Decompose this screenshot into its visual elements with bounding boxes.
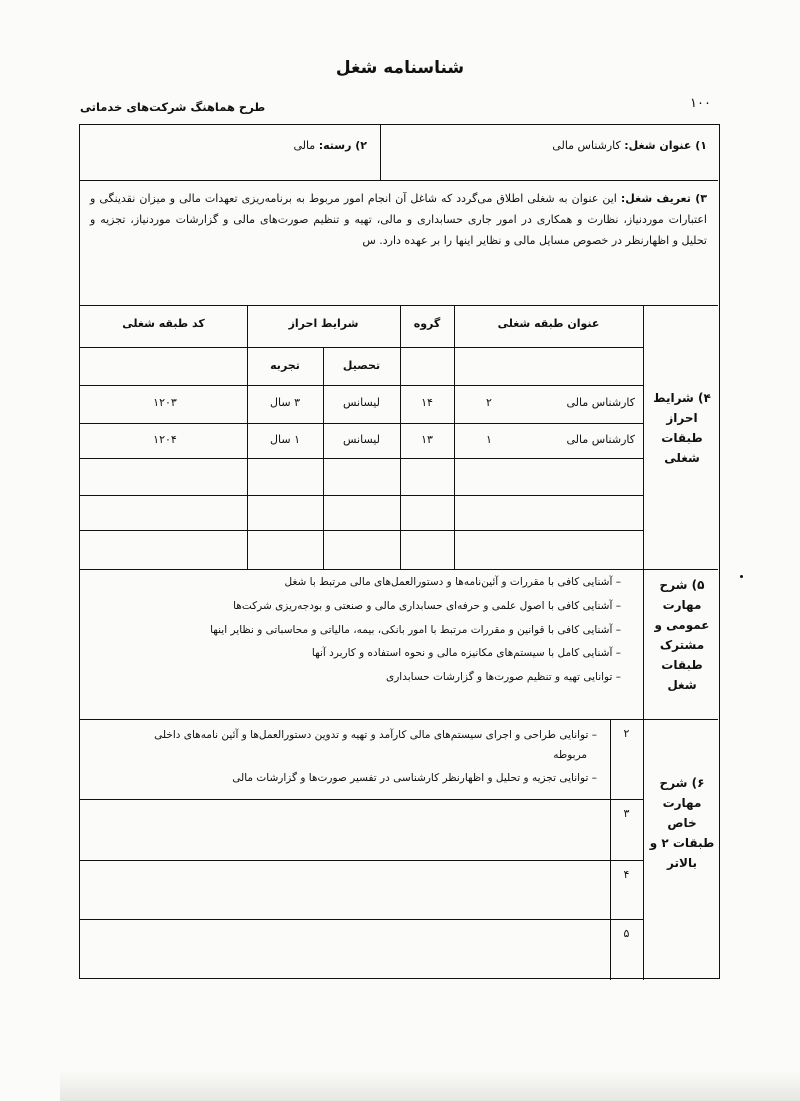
divider (80, 423, 643, 424)
divider (80, 799, 643, 800)
job-title-value: کارشناس مالی (552, 139, 621, 152)
general-skill-item: – آشنایی کافی با مقررات و آئین‌نامه‌ها و دستورالعمل‌های مالی مرتبط با شغل (284, 576, 621, 588)
level-number: ۴ (623, 868, 630, 881)
general-skill-text: آشنایی کافی با اصول علمی و حرفه‌ای حسابداری مالی و صنعتی و بودجه‌ریزی شرکت‌ها (233, 600, 613, 612)
divider (80, 530, 643, 531)
general-skill-item: – آشنایی کافی با اصول علمی و حرفه‌ای حسابداری مالی و صنعتی و بودجه‌ریزی شرکت‌ها (233, 600, 621, 612)
plan-name: طرح هماهنگ شرکت‌های خدماتی (80, 100, 266, 114)
divider (80, 860, 643, 861)
specific-skills-label: ۶) شرح مهارت خاص طبقات ۲ و بالاتر (649, 776, 715, 870)
row2-group: ۱۳ (421, 433, 433, 446)
divider (80, 495, 643, 496)
scan-mark (740, 575, 743, 578)
level-number: ۵ (623, 927, 630, 940)
specific-skill-text: مربوطه (553, 749, 587, 761)
divider (380, 125, 381, 180)
col-header-education: تحصیل (342, 359, 381, 372)
col-header-experience: تجربه (270, 359, 300, 372)
scan-shadow (60, 1070, 800, 1101)
level-number: ۲ (623, 727, 630, 740)
general-skill-text: توانایی تهیه و تنظیم صورت‌ها و گزارشات حسابداری (386, 671, 613, 683)
category-label: ۲) رسته: (318, 139, 367, 152)
category-field (293, 139, 367, 152)
col-header-requirements: شرایط احراز (288, 317, 359, 330)
row1-experience: ۳ سال (270, 396, 300, 409)
specific-skill-item: – توانایی طراحی و اجرای سیستم‌های مالی کارآمد و تهیه و تدوین دستورالعمل‌ها و آئین نامه‌های داخلی (154, 729, 597, 741)
qualifications-label: ۴) شرایط احراز طبقات شغلی (653, 391, 711, 465)
divider (610, 719, 611, 980)
row1-level: ۲ (486, 396, 492, 409)
divider (80, 385, 643, 386)
general-skill-text: آشنایی کامل با سیستم‌های مکانیزه مالی و نحوه استفاده و کاربرد آنها (311, 647, 613, 659)
divider (80, 919, 643, 920)
row2-title: کارشناس مالی (566, 433, 635, 446)
row1-group: ۱۴ (421, 396, 433, 409)
general-skill-item: – توانایی تهیه و تنظیم صورت‌ها و گزارشات حسابداری (386, 671, 621, 683)
page-title: شناسنامه شغل (335, 58, 465, 78)
divider (80, 305, 718, 306)
general-skill-item: – آشنایی کافی با قوانین و مقررات مرتبط با امور بانکی، بیمه، مالیاتی و محاسباتی و نظایر اینها (210, 624, 621, 636)
row1-title: کارشناس مالی (566, 396, 635, 409)
divider (80, 180, 718, 181)
job-title-field (552, 139, 707, 152)
divider (643, 305, 644, 569)
col-header-group: گروه (413, 317, 441, 330)
col-header-code: کد طبقه شغلی (122, 317, 205, 330)
divider (80, 719, 718, 720)
row2-experience: ۱ سال (270, 433, 300, 446)
specific-skill-item (553, 749, 587, 761)
general-skill-item: – آشنایی کامل با سیستم‌های مکانیزه مالی و نحوه استفاده و کاربرد آنها (311, 647, 621, 659)
general-skill-text: آشنایی کافی با قوانین و مقررات مرتبط با امور بانکی، بیمه، مالیاتی و محاسباتی و نظایر اینها (210, 624, 613, 636)
job-form (79, 124, 720, 979)
specific-skill-text: توانایی طراحی و اجرای سیستم‌های مالی کارآمد و تهیه و تدوین دستورالعمل‌ها و آئین نامه‌های داخلی (154, 729, 589, 741)
job-definition-text: این عنوان به شغلی اطلاق می‌گردد که شاغل آن انجام امور مربوط به برنامه‌ریزی تعهدات مالی و میزان نقدینگی و اعتبارات موردنیاز، نظارت و همکاری در امور جاری حسابداری و مالی، تهیه و تنظیم صورت‌های مالی و گزارشات موردنیاز، تجزیه و تحلیل و اظهارنظر در خصوص مسایل مالی و نظایر اینها را بر عهده دارد. س (90, 192, 707, 247)
divider (643, 719, 644, 980)
divider (80, 347, 643, 348)
level-number: ۳ (623, 807, 630, 820)
row1-code: ۱۲۰۳ (153, 396, 177, 409)
row1-education: لیسانس (343, 396, 380, 409)
job-definition (90, 188, 707, 251)
category-value: مالی (293, 139, 316, 152)
divider (80, 569, 718, 570)
general-skill-text: آشنایی کافی با مقررات و آئین‌نامه‌ها و دستورالعمل‌های مالی مرتبط با شغل (284, 576, 613, 588)
specific-skill-text: توانایی تجزیه و تحلیل و اظهارنظر کارشناسی در تفسیر صورت‌ها و گزارشات مالی (232, 772, 589, 784)
row2-education: لیسانس (343, 433, 380, 446)
col-header-title: عنوان طبقه شغلی (497, 317, 600, 330)
divider (80, 458, 643, 459)
specific-skill-item: – توانایی تجزیه و تحلیل و اظهارنظر کارشناسی در تفسیر صورت‌ها و گزارشات مالی (232, 772, 597, 784)
row2-level: ۱ (486, 433, 492, 446)
job-title-label: ۱) عنوان شغل: (624, 139, 707, 152)
page-number: ۱۰۰ (690, 96, 711, 111)
job-definition-label: ۳) تعریف شغل: (620, 192, 707, 205)
general-skills-label: ۵) شرح مهارت عمومی و مشترک طبقات شغل (654, 578, 710, 692)
divider (643, 569, 644, 719)
row2-code: ۱۲۰۴ (153, 433, 177, 446)
